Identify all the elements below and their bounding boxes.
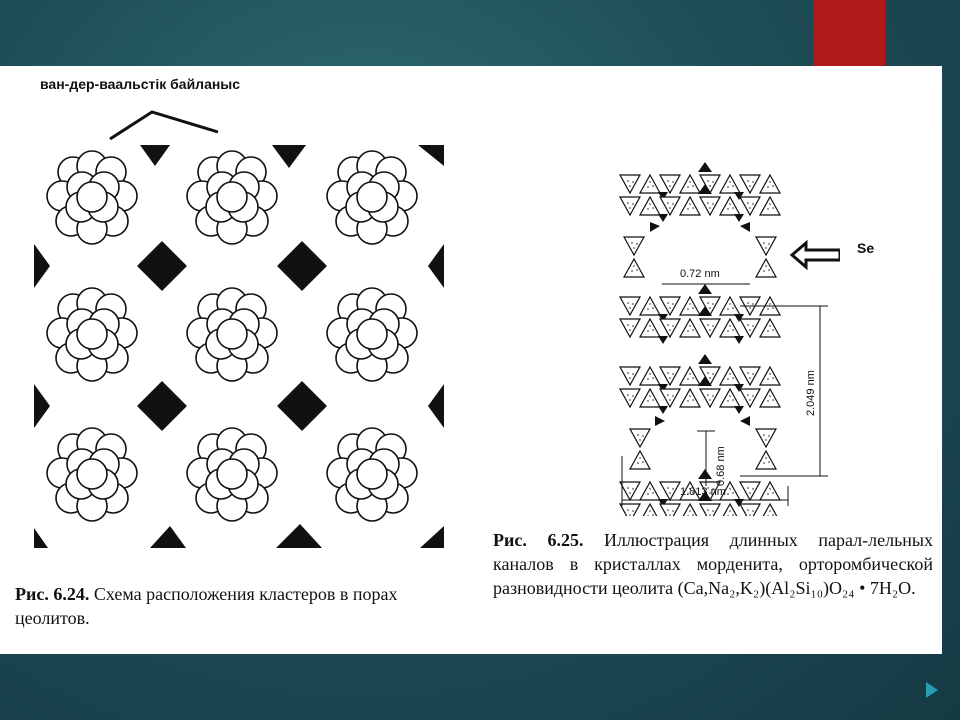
void-triangle: [140, 145, 170, 166]
framework-row: [620, 162, 780, 200]
cluster: [187, 151, 277, 244]
vertical-period-label: 2.049 nm: [805, 370, 817, 416]
cluster: [187, 428, 277, 521]
void-triangle: [34, 528, 48, 548]
channel-width-label: 0.72 nm: [680, 268, 720, 280]
framework-row: [620, 284, 780, 322]
void-triangle: [150, 526, 186, 548]
se-arrow-icon: [792, 243, 840, 267]
horizontal-period-label: 1.813 nm: [680, 486, 726, 498]
caption-right-formula: (Ca,Na₂,K₂)(Al₂Si₁₀)O₂₄ • 7H₂O.: [677, 578, 916, 598]
pore-depth-label: 0.68 nm: [715, 446, 727, 486]
caption-right-prefix: Рис. 6.25.: [493, 530, 584, 550]
void-triangle: [418, 145, 444, 166]
next-slide-icon[interactable]: [926, 682, 938, 698]
cluster-lattice-figure: [0, 66, 470, 581]
void-triangle: [34, 384, 50, 428]
void-triangle: [428, 384, 444, 428]
figure-panel: [0, 66, 942, 654]
void-triangle: [272, 145, 306, 168]
cluster: [47, 151, 137, 244]
caption-right-text: Иллюстрация длинных парал-лельных каналов в кристаллах морденита, орторомбической разновидности цеолита: [493, 530, 934, 598]
void-diamond: [137, 381, 187, 431]
void-triangle: [428, 244, 444, 288]
bond-pointer: [110, 112, 218, 139]
cluster: [327, 428, 417, 521]
bond-label: ван-дер-ваальстік байланыс: [40, 76, 241, 92]
caption-left: [15, 582, 455, 630]
cluster: [47, 428, 137, 521]
framework-row: [620, 354, 780, 392]
cluster: [187, 288, 277, 381]
mordenite-channel-figure: [600, 126, 840, 516]
void-diamond: [277, 381, 327, 431]
void-diamond: [277, 241, 327, 291]
caption-left-prefix: Рис. 6.24.: [15, 584, 90, 604]
cluster: [327, 151, 417, 244]
cluster: [327, 288, 417, 381]
se-label: Se: [857, 240, 875, 256]
caption-right: [493, 528, 933, 600]
cluster: [47, 288, 137, 381]
void-triangle: [420, 526, 444, 548]
red-accent-tab: [813, 0, 885, 66]
caption-left-text: Схема расположения кластеров в порах цеолитов.: [15, 584, 398, 628]
void-triangle: [34, 244, 50, 288]
void-triangle: [276, 524, 322, 548]
void-diamond: [137, 241, 187, 291]
